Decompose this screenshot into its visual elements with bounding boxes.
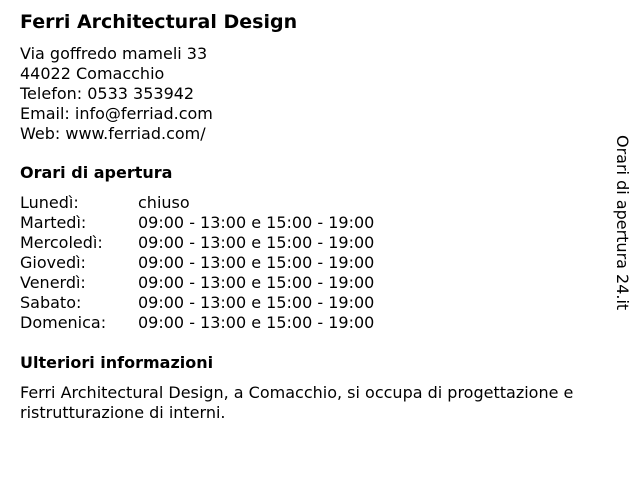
- street-address: Via goffredo mameli 33: [20, 44, 208, 63]
- phone-line: Telefon: 0533 353942: [20, 84, 195, 103]
- day-label: Sabato:: [20, 293, 82, 312]
- opening-hours-table: [20, 193, 374, 333]
- hours-row-tuesday: [20, 213, 374, 233]
- hours-row-saturday: [20, 293, 374, 313]
- time-range: chiuso: [138, 193, 190, 212]
- time-range: 09:00 - 13:00 e 15:00 - 19:00: [138, 213, 375, 232]
- day-label: Giovedì:: [20, 253, 86, 272]
- info-heading: Ulteriori informazioni: [20, 353, 214, 372]
- hours-row-friday: [20, 273, 374, 293]
- email-line: Email: info@ferriad.com: [20, 104, 213, 123]
- info-description: Ferri Architectural Design, a Comacchio, si occupa di progettazione e ristrutturazione di interni.: [20, 383, 574, 422]
- day-label: Mercoledì:: [20, 233, 103, 252]
- day-label: Martedì:: [20, 213, 87, 232]
- day-label: Venerdì:: [20, 273, 86, 292]
- hours-row-sunday: [20, 313, 374, 333]
- time-range: 09:00 - 13:00 e 15:00 - 19:00: [138, 313, 375, 332]
- hours-row-wednesday: [20, 233, 374, 253]
- hours-row-monday: [20, 193, 374, 213]
- day-label: Domenica:: [20, 313, 107, 332]
- time-range: 09:00 - 13:00 e 15:00 - 19:00: [138, 273, 375, 292]
- hours-row-thursday: [20, 253, 374, 273]
- time-range: 09:00 - 13:00 e 15:00 - 19:00: [138, 233, 375, 252]
- day-label: Lunedì:: [20, 193, 79, 212]
- side-brand-watermark: Orari di apertura 24.it: [613, 135, 632, 311]
- contact-block: [20, 44, 620, 144]
- city-line: 44022 Comacchio: [20, 64, 165, 83]
- time-range: 09:00 - 13:00 e 15:00 - 19:00: [138, 253, 375, 272]
- business-card: [20, 10, 620, 423]
- business-name: Ferri Architectural Design: [20, 11, 298, 33]
- time-range: 09:00 - 13:00 e 15:00 - 19:00: [138, 293, 375, 312]
- web-line: Web: www.ferriad.com/: [20, 124, 206, 143]
- hours-heading: Orari di apertura: [20, 163, 173, 182]
